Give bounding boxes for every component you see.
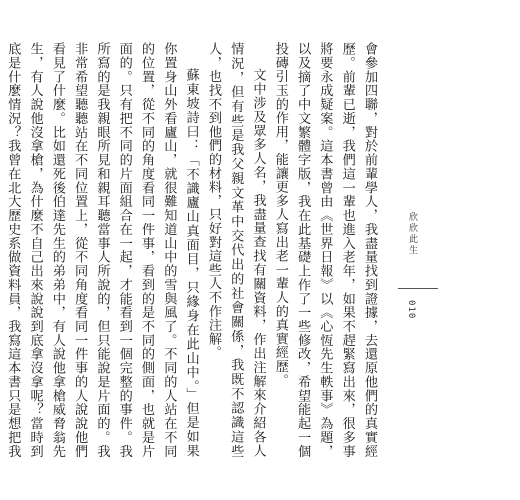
paragraph-1: 會參加四聯，對於前輩學人，我盡量找到證據，去還原他們的真實經歷。前輩已逝，我們這一輩也進入老年，如果不趕緊寫出來，很多事將要永成疑案。這本書曾由《世界日報》以《心恆先生軼事》為題，以及摘了中文繁體字版，我在此基礎上作了一些修改，希望能起一個投磚引玉的作用，能讓更多人寫出老一輩人的真實經歷。: [272, 42, 377, 458]
page-number: 010: [406, 300, 416, 320]
running-title: 欣欣此生: [407, 212, 417, 256]
paragraph-3: 蘇東坡詩曰：「不識廬山真面目，只緣身在此山中。」但是如果你置身山外看廬山，就很難知道山中的雪與風了。不同的人站在不同的位置，從不同的角度看同一件事，看到的是不同的側面，也就是片面的。只有把不同的片面組合在一起，才能看到一個完整的事件。我所寫的是我親眼所見和親耳聽當事人所說的，但只能說是片面的。我非常希望聽聽站在不同位置上，從不同角度看同一件事的人說說他們看見了什麼。比如還死後伯達先生的弟弟中，有人說他拿槍威脅翁先生，有人說他沒拿槍，為什麼不自己出來說說到底拿沒拿呢？當時到底是什麼情況？我曾在北大歷史系做資料員，我寫這本書只是想把我: [5, 42, 199, 458]
header-rule: [398, 288, 438, 289]
paragraph-2: 文中涉及眾多人名，我盡量查找有關資料，作出注解來介紹各人情況，但有些是我父親文革中交代出的社會關係，我既不認識這些人，也找不到他們的材料，只好對這些人不作注解。: [205, 42, 266, 458]
body-text: [0, 42, 380, 458]
